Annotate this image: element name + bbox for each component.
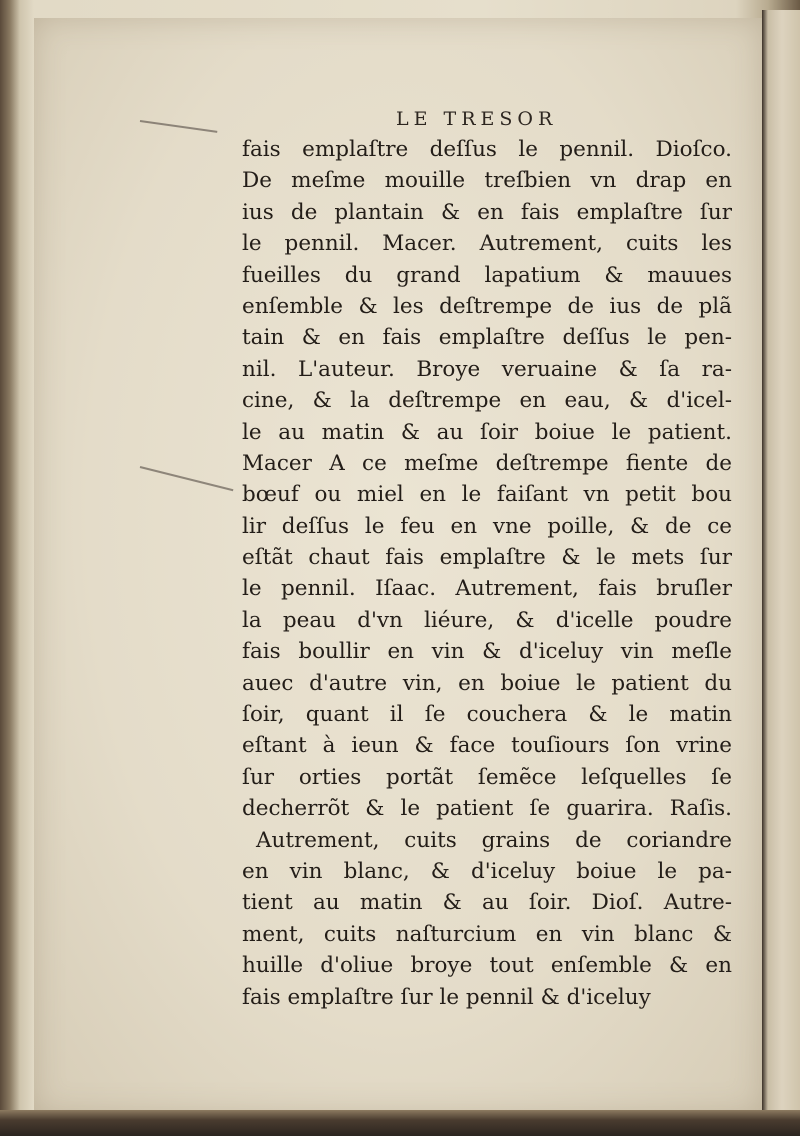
facing-page-edge	[762, 10, 800, 1136]
text-line: Macer A ce meſme deſtrempe fiente de	[242, 450, 732, 476]
text-line: le pennil. Iſaac. Autrement, fais bruſler	[242, 576, 732, 602]
text-line: nil. L'auteur. Broye veruaine & ſa ra-	[242, 356, 732, 382]
text-line: fueilles du grand lapatium & mauues	[242, 262, 732, 288]
text-line: ſur orties portãt ſemẽce leſquelles ſe	[242, 764, 732, 790]
text-line: ſoir, quant il ſe couchera & le matin	[242, 702, 732, 728]
text-line: la peau d'vn liéure, & d'icelle poudre	[242, 607, 732, 633]
text-line: huille d'oliue broye tout enſemble & en	[242, 953, 732, 979]
text-line: ius de plantain & en fais emplaſtre ſur	[242, 199, 732, 225]
text-line: auec d'autre vin, en boiue le patient du	[242, 670, 732, 696]
text-line: Autrement, cuits grains de coriandre	[256, 827, 732, 853]
text-line: De meſme mouille treſbien vn drap en	[242, 168, 732, 194]
text-line: le pennil. Macer. Autrement, cuits les	[242, 231, 732, 257]
text-line: en vin blanc, & d'iceluy boiue le pa-	[242, 858, 732, 884]
text-line: eſtant à ieun & face touſiours ſon vrine	[242, 733, 732, 759]
text-line: ment, cuits naſturcium en vin blanc &	[242, 921, 732, 947]
text-line: cine, & la deſtrempe en eau, & d'icel-	[242, 388, 732, 414]
text-line: bœuf ou miel en le faiſant vn petit bou	[242, 482, 732, 508]
running-header: LE TRESOR	[396, 108, 558, 130]
book-bottom-edge	[0, 1110, 800, 1136]
text-line: tient au matin & au ſoir. Dioſ. Autre-	[242, 890, 732, 916]
text-line: tain & en fais emplaſtre deſſus le pen-	[242, 325, 732, 351]
text-line: le au matin & au ſoir boiue le patient.	[242, 419, 732, 445]
text-line: fais emplaſtre deſſus le pennil. Dioſco.	[242, 137, 732, 162]
text-line: lir deſſus le feu en vne poille, & de ce	[242, 513, 732, 539]
body-text	[242, 134, 732, 1013]
text-line: enſemble & les deſtrempe de ius de plã	[242, 293, 732, 319]
text-line: fais boullir en vin & d'iceluy vin meſle	[242, 639, 732, 665]
text-line: decherrõt & le patient ſe guarira. Raſis.	[242, 796, 732, 822]
text-line: eſtãt chaut fais emplaſtre & le mets ſur	[242, 545, 732, 571]
text-line: fais emplaſtre ſur le pennil & d'iceluy	[242, 984, 651, 1010]
